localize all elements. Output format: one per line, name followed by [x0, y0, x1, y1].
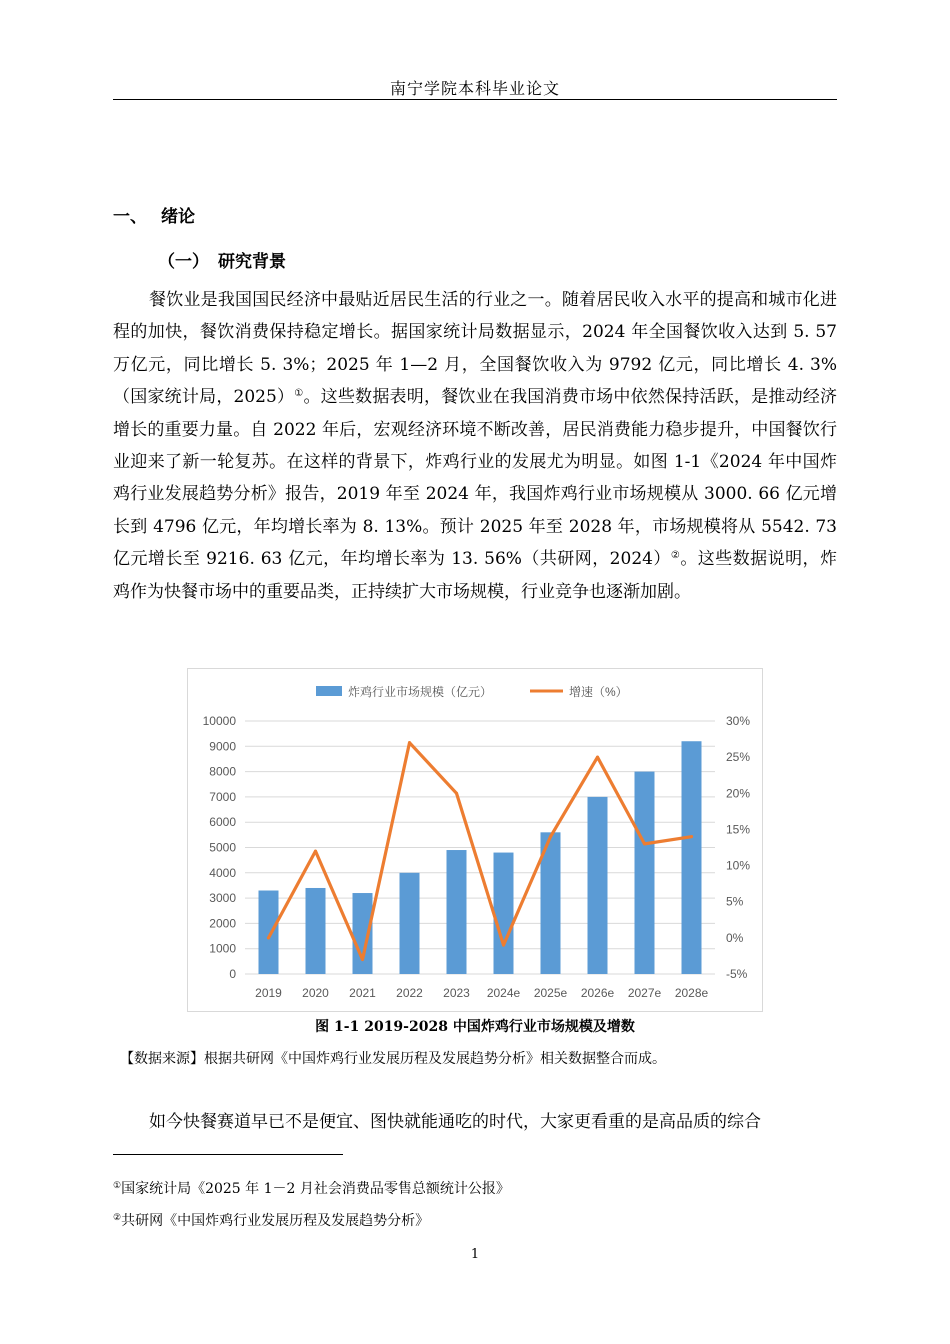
y-left-tick-label: 5000: [209, 840, 236, 855]
market-size-chart: [188, 669, 764, 1013]
figure-source: 【数据来源】根据共研网《中国炸鸡行业发展历程及发展趋势分析》相关数据整合而成。: [120, 1051, 666, 1067]
y-right-tick-label: 30%: [726, 714, 751, 728]
x-tick-label: 2026e: [580, 986, 615, 1000]
growth-rate-point: [314, 850, 317, 853]
x-tick-label: 2028e: [674, 986, 709, 1000]
y-right-tick-label: 5%: [726, 894, 744, 909]
section-heading: [113, 202, 195, 227]
y-right-tick-label: 10%: [726, 858, 751, 873]
footnote-2: [113, 1210, 429, 1230]
growth-rate-point: [549, 835, 552, 838]
y-left-tick-label: 2000: [209, 916, 236, 931]
x-tick-label: 2023: [443, 986, 470, 1000]
x-tick-label: 2021: [349, 986, 376, 1000]
y-right-tick-label: 15%: [726, 822, 751, 837]
footnote-text: 国家统计局《2025 年 1－2 月社会消费品零售总额统计公报》: [121, 1181, 510, 1197]
legend-swatch-bar: [316, 686, 342, 696]
x-tick-label: 2022: [396, 986, 423, 1000]
x-tick-label: 2024e: [486, 986, 521, 1000]
bar: [682, 741, 702, 974]
paragraph-text: 。这些数据表明，餐饮业在我国消费市场中依然保持活跃，是推动经济增长的重要力量。自 2022 年后，宏观经济环境不断改善，居民消费能力稳步提升，中国餐饮行业迎来了新一轮复苏。在这样的背景下，炸鸡行业的发展尤为明显。如图 1-1《2024 年中国炸鸡行业发展趋势分析》报告，2019 年至 2024 年，我国炸鸡行业市场规模从 3000. 66 亿元增长到 4796 亿元，年均增长率为 8. 13%。预计 2025 年至 2028 年，市场规模将从 5542. 73 亿元增长至 9216. 63 亿元，年均增长率为 13. 56%（共研网，2024）: [113, 387, 838, 570]
x-tick-label: 2019: [255, 986, 282, 1000]
y-left-tick-label: 6000: [209, 815, 236, 830]
x-tick-label: 2027e: [627, 986, 662, 1000]
figure-caption: 图 1-1 2019-2028 中国炸鸡行业市场规模及增数: [315, 1019, 635, 1035]
y-left-tick-label: 10000: [202, 714, 236, 728]
growth-rate-point: [455, 792, 458, 795]
paragraph-text: 。这些数据说明，炸鸡作为快餐市场中的重要品类，正持续扩大市场规模，行业竞争也逐渐加剧。: [113, 549, 838, 602]
growth-rate-point: [502, 944, 505, 947]
growth-rate-line: [269, 743, 692, 960]
y-left-tick-label: 7000: [209, 789, 236, 804]
header-rule: [113, 99, 837, 100]
growth-rate-point: [690, 835, 693, 838]
legend-label-line: 增速（%）: [569, 685, 628, 699]
y-right-tick-label: 25%: [726, 750, 751, 765]
growth-rate-point: [643, 842, 646, 845]
growth-rate-point: [361, 958, 364, 961]
bar: [259, 891, 279, 974]
footnote-ref-1[interactable]: ①: [294, 388, 304, 400]
x-tick-label: 2025e: [533, 986, 568, 1000]
growth-rate-point: [408, 741, 411, 744]
subsection-number: （一）: [158, 252, 209, 272]
y-right-tick-label: 0%: [726, 930, 744, 945]
y-left-tick-label: 0: [229, 967, 236, 981]
growth-rate-point: [267, 936, 270, 939]
y-left-tick-label: 3000: [209, 891, 236, 906]
growth-rate-point: [596, 756, 599, 759]
bar: [494, 853, 514, 974]
body-paragraph-2: 如今快餐赛道早已不是便宜、图快就能通吃的时代，大家更看重的是高品质的综合: [149, 1112, 761, 1132]
legend-label-bar: 炸鸡行业市场规模（亿元）: [348, 685, 493, 699]
paragraph-text: 餐饮业是我国国民经济中最贴近居民生活的行业之一。随着居民收入水平的提高和城市化进程的加快，餐饮消费保持稳定增长。据国家统计局数据显示，2024 年全国餐饮收入达到 5. 57 万亿元，同比增长 5. 3%；2025 年 1—2 月，全国餐饮收入为 9792 亿元，同比增长 4. 3%（国家统计局，2025）: [113, 290, 837, 408]
chart-container: [187, 668, 763, 1012]
y-left-tick-label: 9000: [209, 739, 236, 754]
y-left-tick-label: 1000: [209, 941, 236, 956]
footnote-text: 共研网《中国炸鸡行业发展历程及发展趋势分析》: [121, 1213, 430, 1229]
footnote-ref-2[interactable]: ②: [670, 550, 681, 562]
subsection-title: 研究背景: [218, 252, 286, 272]
bar: [400, 873, 420, 974]
footnote-rule: [113, 1154, 343, 1155]
bar: [306, 888, 326, 974]
section-title: 绪论: [161, 207, 195, 227]
bar: [447, 850, 467, 974]
body-paragraph-1: [113, 284, 837, 608]
y-left-tick-label: 8000: [209, 764, 236, 779]
footnote-1: [113, 1178, 510, 1198]
bar: [635, 772, 655, 974]
footnote-mark: ②: [113, 1213, 122, 1223]
x-tick-label: 2020: [302, 986, 329, 1000]
page-header: 南宁学院本科毕业论文: [389, 79, 560, 98]
page-number: 1: [470, 1247, 480, 1262]
y-left-tick-label: 4000: [209, 865, 236, 880]
subsection-heading: [158, 247, 286, 272]
bar: [588, 797, 608, 974]
y-right-tick-label: 20%: [726, 786, 751, 801]
footnote-mark: ①: [113, 1181, 122, 1191]
section-number: 一、: [113, 207, 147, 227]
y-right-tick-label: -5%: [726, 967, 748, 981]
